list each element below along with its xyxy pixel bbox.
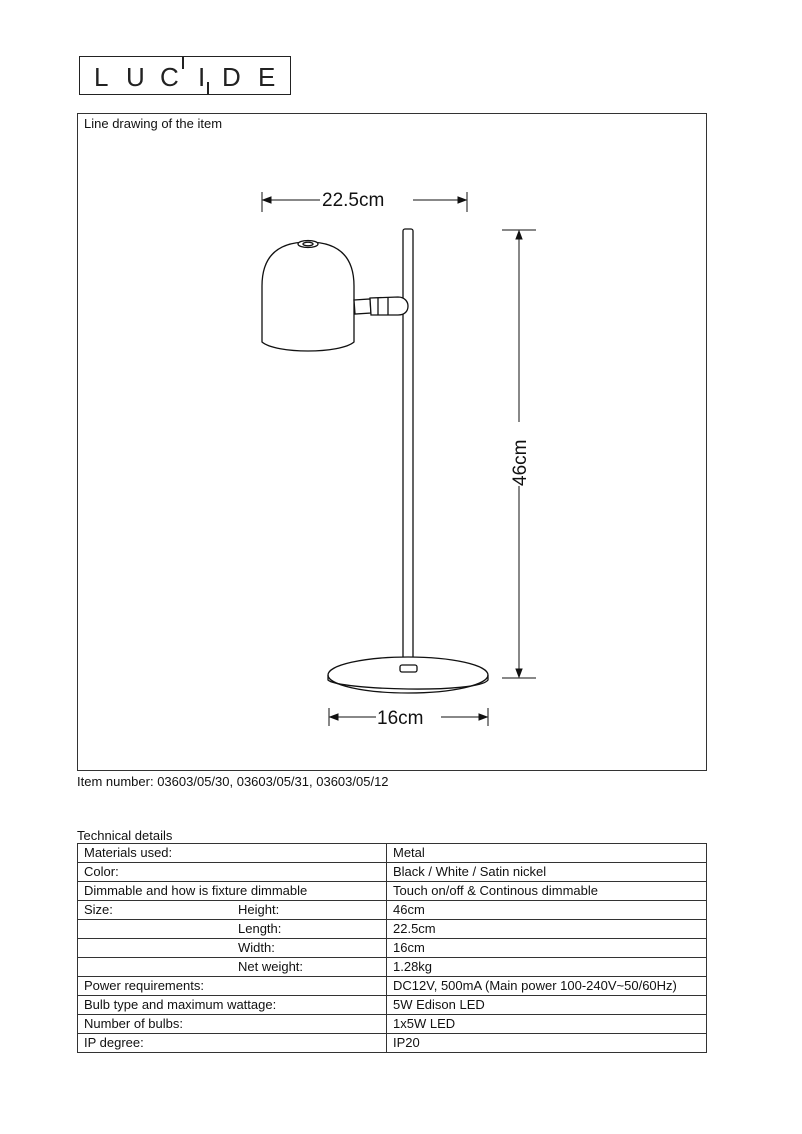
spec-label: [78, 863, 387, 882]
spec-label: [78, 996, 387, 1015]
spec-label-text: Size:: [84, 902, 113, 917]
brand-logo: [79, 56, 291, 95]
spec-label: [78, 977, 387, 996]
spec-label-text: Bulb type and maximum wattage:: [84, 997, 277, 1012]
base-label: 16cm: [377, 708, 424, 729]
spec-label-text: Color:: [84, 864, 119, 879]
technical-details-title: Technical details: [77, 828, 173, 843]
spec-label: [78, 920, 387, 939]
item-number: Item number: 03603/05/30, 03603/05/31, 03603/05/12: [77, 774, 389, 789]
lamp-base: [328, 657, 488, 693]
spec-value: Black / White / Satin nickel: [387, 863, 707, 882]
spec-label-text: Power requirements:: [84, 978, 204, 993]
height-label: 46cm: [510, 439, 531, 486]
spec-value: Touch on/off & Continous dimmable: [387, 882, 707, 901]
spec-label-text: Dimmable and how is fixture dimmable: [84, 883, 308, 898]
spec-value: IP20: [387, 1034, 707, 1053]
table-row: [78, 996, 707, 1015]
lamp-drawing: [78, 114, 706, 770]
drawing-caption: Line drawing of the item: [84, 116, 223, 131]
spec-label-text: Materials used:: [84, 845, 173, 860]
logo-letter: L: [94, 62, 109, 92]
technical-details-table: [77, 843, 707, 1053]
table-row: [78, 939, 707, 958]
spec-value: 22.5cm: [387, 920, 707, 939]
spec-value: 5W Edison LED: [387, 996, 707, 1015]
spec-label: [78, 958, 387, 977]
spec-label: [78, 1034, 387, 1053]
table-row: [78, 977, 707, 996]
table-row: [78, 1015, 707, 1034]
line-drawing-panel: [77, 113, 707, 771]
spec-value: 16cm: [387, 939, 707, 958]
spec-value: Metal: [387, 844, 707, 863]
spec-sublabel: Length:: [238, 921, 282, 936]
spec-value: 1x5W LED: [387, 1015, 707, 1034]
spec-label: [78, 882, 387, 901]
logo-letter: I: [198, 62, 206, 92]
spec-label: [78, 901, 387, 920]
logo-letter: C: [160, 62, 179, 92]
spec-label-text: IP degree:: [84, 1035, 144, 1050]
table-row: [78, 920, 707, 939]
logo-letter: U: [126, 62, 145, 92]
logo-letter: E: [258, 62, 276, 92]
lamp-head: [262, 241, 408, 352]
spec-label: [78, 844, 387, 863]
logo-letter: D: [222, 62, 241, 92]
table-row: [78, 882, 707, 901]
table-row: [78, 863, 707, 882]
length-label: 22.5cm: [322, 190, 385, 211]
logo-tick-top: [182, 57, 184, 69]
spec-sublabel: Height:: [238, 902, 280, 917]
spec-label: [78, 1015, 387, 1034]
spec-sublabel: Net weight:: [238, 959, 304, 974]
logo-tick-bottom: [207, 82, 209, 94]
spec-value: DC12V, 500mA (Main power 100-240V~50/60Hz): [387, 977, 707, 996]
table-row: [78, 958, 707, 977]
table-row: [78, 844, 707, 863]
table-row: [78, 1034, 707, 1053]
spec-value: 1.28kg: [387, 958, 707, 977]
spec-sublabel: Width:: [238, 940, 275, 955]
table-row: [78, 901, 707, 920]
lamp-pole: [403, 229, 413, 670]
spec-label-text: Number of bulbs:: [84, 1016, 183, 1031]
spec-value: 46cm: [387, 901, 707, 920]
spec-label: [78, 939, 387, 958]
